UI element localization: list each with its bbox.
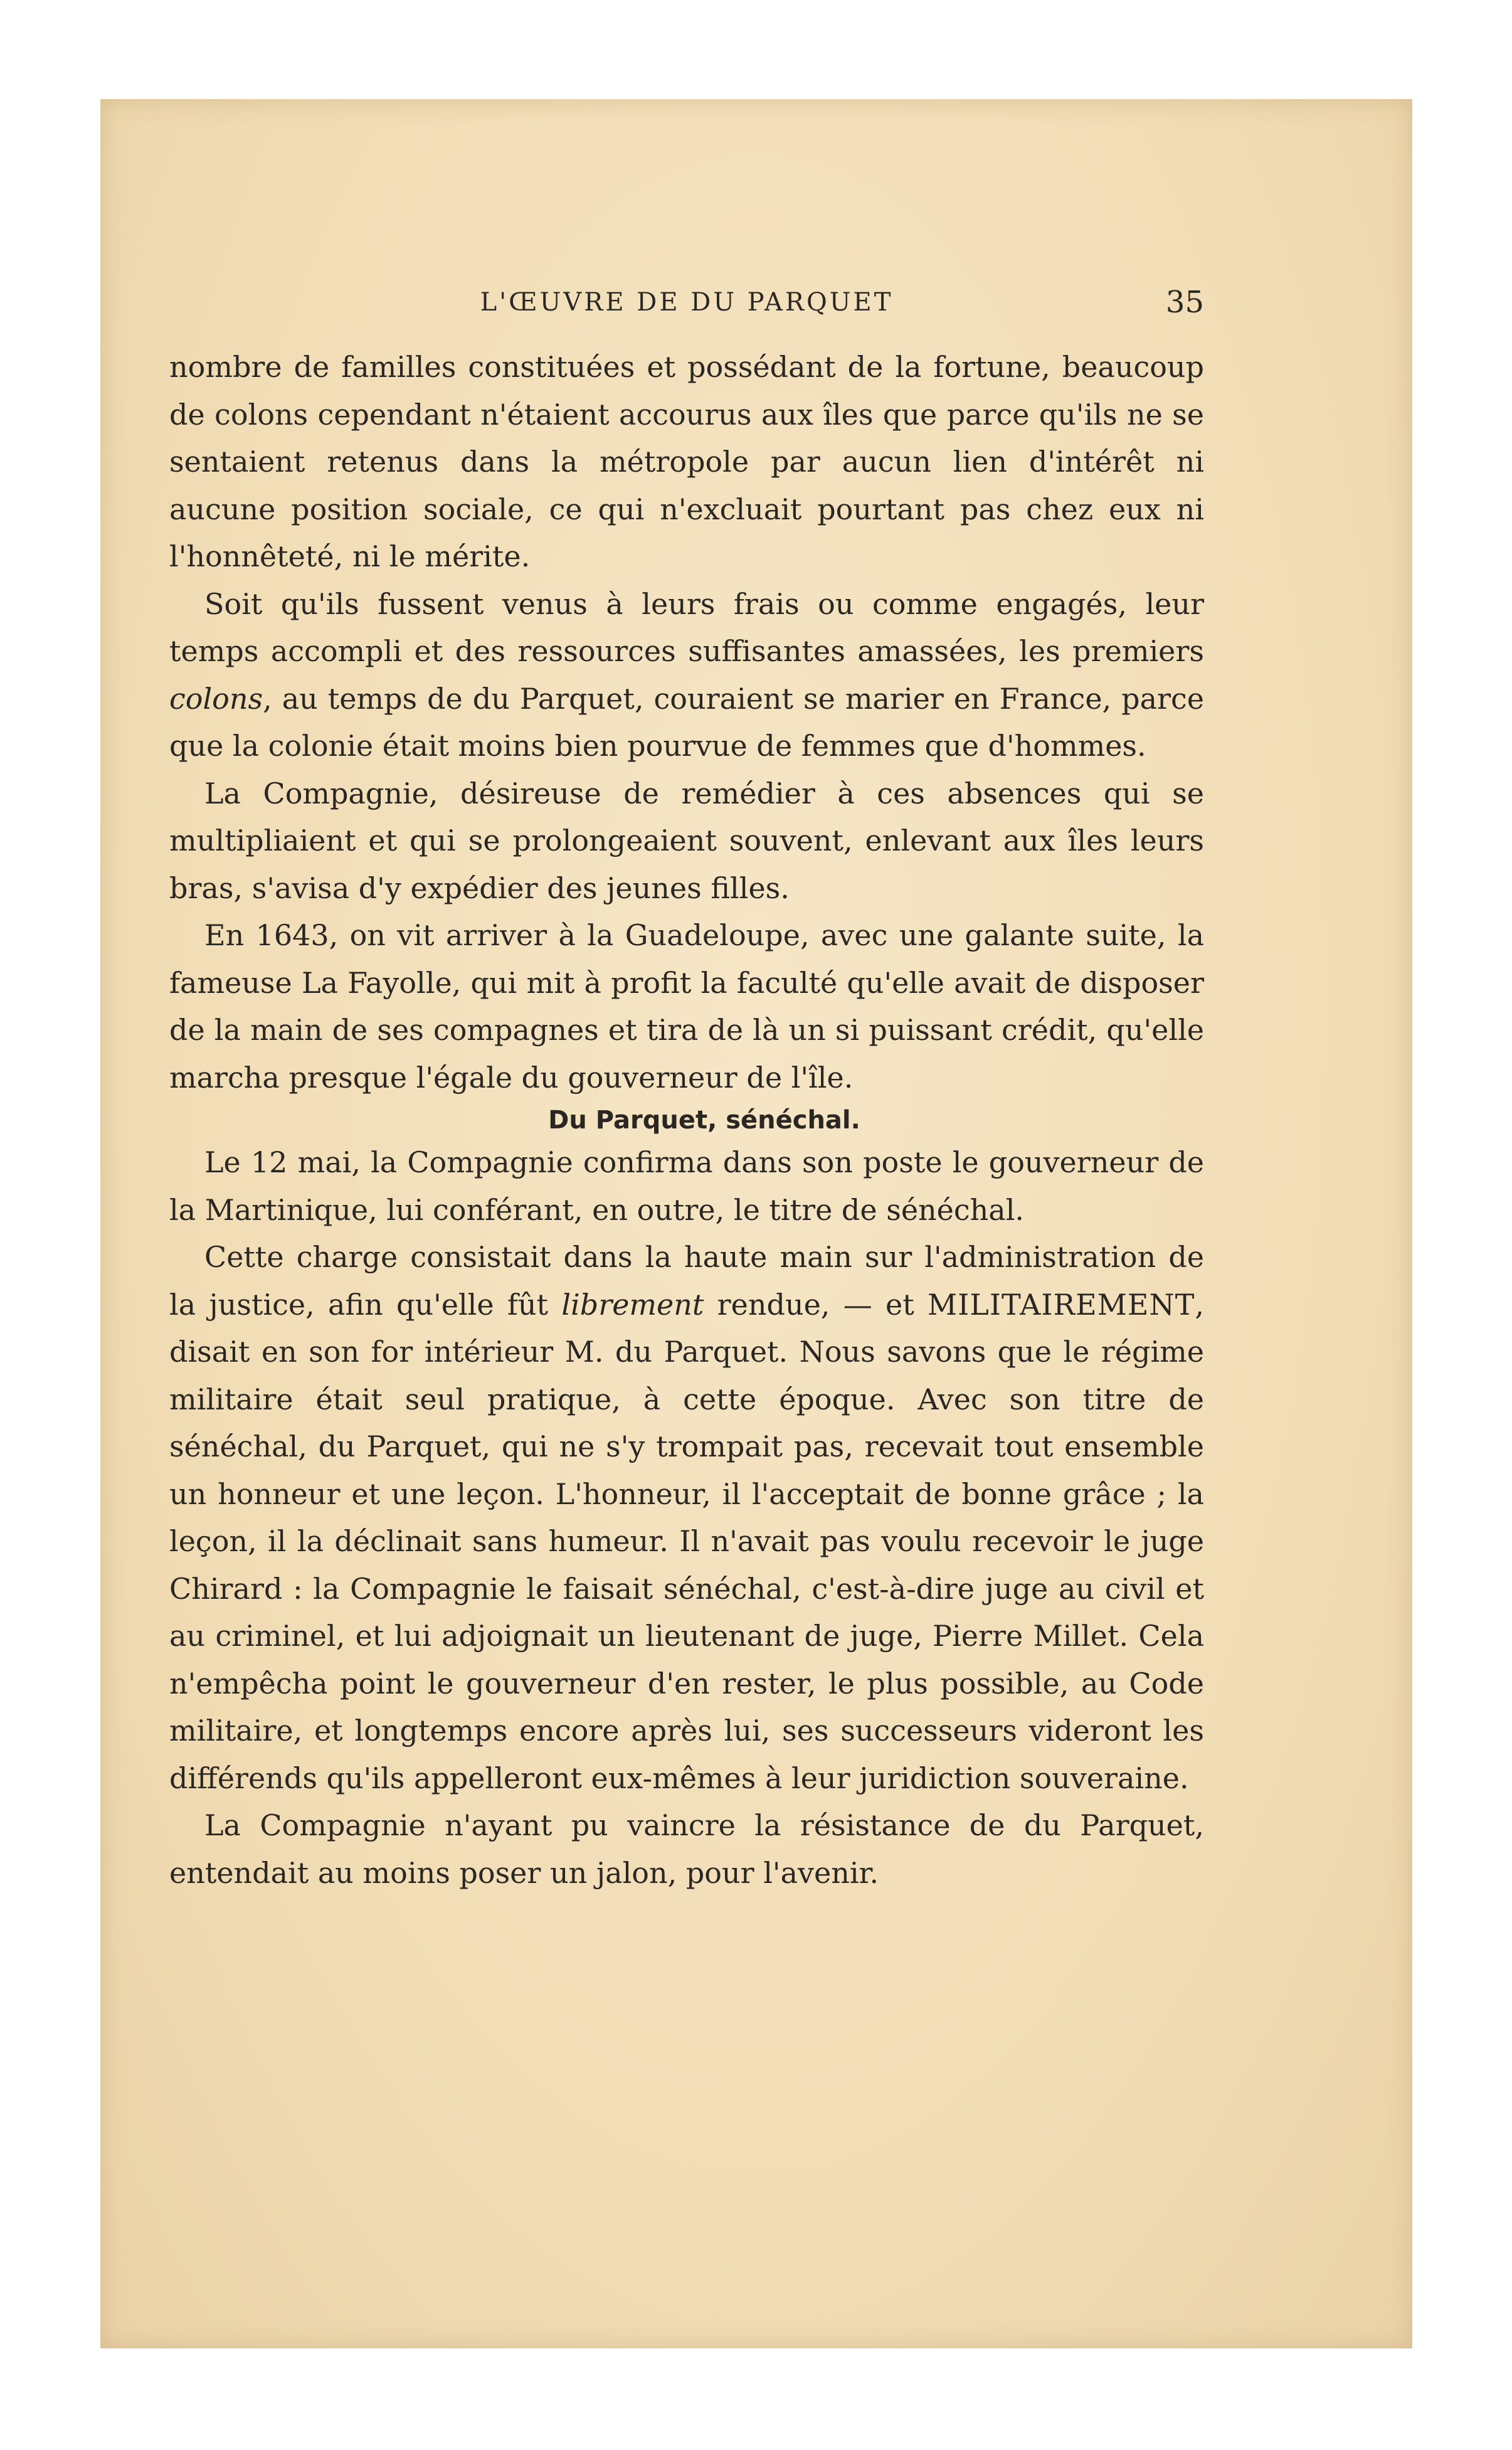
paragraph-2: [169, 581, 1204, 770]
running-title: L'ŒUVRE DE DU PARQUET: [480, 288, 894, 317]
paragraph-6: [169, 1234, 1204, 1802]
paragraph-6-end: , disait en son for intérieur M. du Parquet. Nous savons que le régime militaire était seul pratique, à cette époque. Avec son titre de sénéchal, du Parquet, qui ne s'y trompait pas, recevait tout ensemble un honneur et une leçon. L'honneur, il l'acceptait de bonne grâce ; la leçon, il la déclinait sans humeur. Il n'avait pas voulu recevoir le juge Chirard : la Compagnie le faisait sénéchal, c'est-à-dire juge au civil et au criminel, et lui adjoignait un lieutenant de juge, Pierre Millet. Cela n'empêcha point le gouverneur d'en rester, le plus possible, au Code militaire, et longtemps encore après lui, ses successeurs videront les différends qu'ils appelleront eux-mêmes à leur juridiction souveraine.: [169, 1287, 1204, 1795]
paragraph-3: La Compagnie, désireuse de remédier à ces absences qui se multipliaient et qui se prolongeaient souvent, enlevant aux îles leurs bras, s'avisa d'y expédier des jeunes filles.: [169, 776, 1204, 905]
paragraph-2-end: , au temps de du Parquet, couraient se marier en France, parce que la colonie était moins bien pourvue de femmes que d'hommes.: [169, 681, 1204, 763]
paragraph-5: Le 12 mai, la Compagnie confirma dans son poste le gouverneur de la Martinique, lui conférant, en outre, le titre de sénéchal.: [169, 1145, 1204, 1227]
page-number: 35: [1165, 285, 1204, 320]
text-block: [169, 344, 1204, 1897]
paragraph-1: nombre de familles constituées et possédant de la fortune, beaucoup de colons cependant n'étaient accourus aux îles que parce qu'ils ne se sentaient retenus dans la métropole par aucun lien d'intérêt ni aucune position sociale, ce qui n'excluait pourtant pas chez eux ni l'honnêteté, ni le mérite.: [169, 350, 1204, 573]
paragraph-6-start: Cette charge consistait dans la haute main sur l'administration de la justice, afin qu'elle fût: [169, 1240, 1204, 1322]
paragraph-2-start: Soit qu'ils fussent venus à leurs frais ou comme engagés, leur temps accompli et des ressources suffisantes amassées, les premiers: [169, 586, 1204, 668]
running-head: [169, 284, 1204, 321]
paragraph-6-middle: rendue, — et: [704, 1287, 928, 1322]
paragraph-7: La Compagnie n'ayant pu vaincre la résistance de du Parquet, entendait au moins poser un jalon, pour l'avenir.: [169, 1808, 1204, 1890]
paragraph-2-emphasis: colons: [169, 681, 263, 716]
section-heading: Du Parquet, sénéchal.: [548, 1106, 860, 1135]
paragraph-6-emphasis: librement: [561, 1287, 704, 1322]
paragraph-6-small-caps: MILITAIREMENT: [928, 1287, 1195, 1322]
paragraph-4: En 1643, on vit arriver à la Guadeloupe, avec une galante suite, la fameuse La Fayolle, qui mit à profit la faculté qu'elle avait de disposer de la main de ses compagnes et tira de là un si puissant crédit, qu'elle marcha presque l'égale du gouverneur de l'île.: [169, 918, 1204, 1095]
